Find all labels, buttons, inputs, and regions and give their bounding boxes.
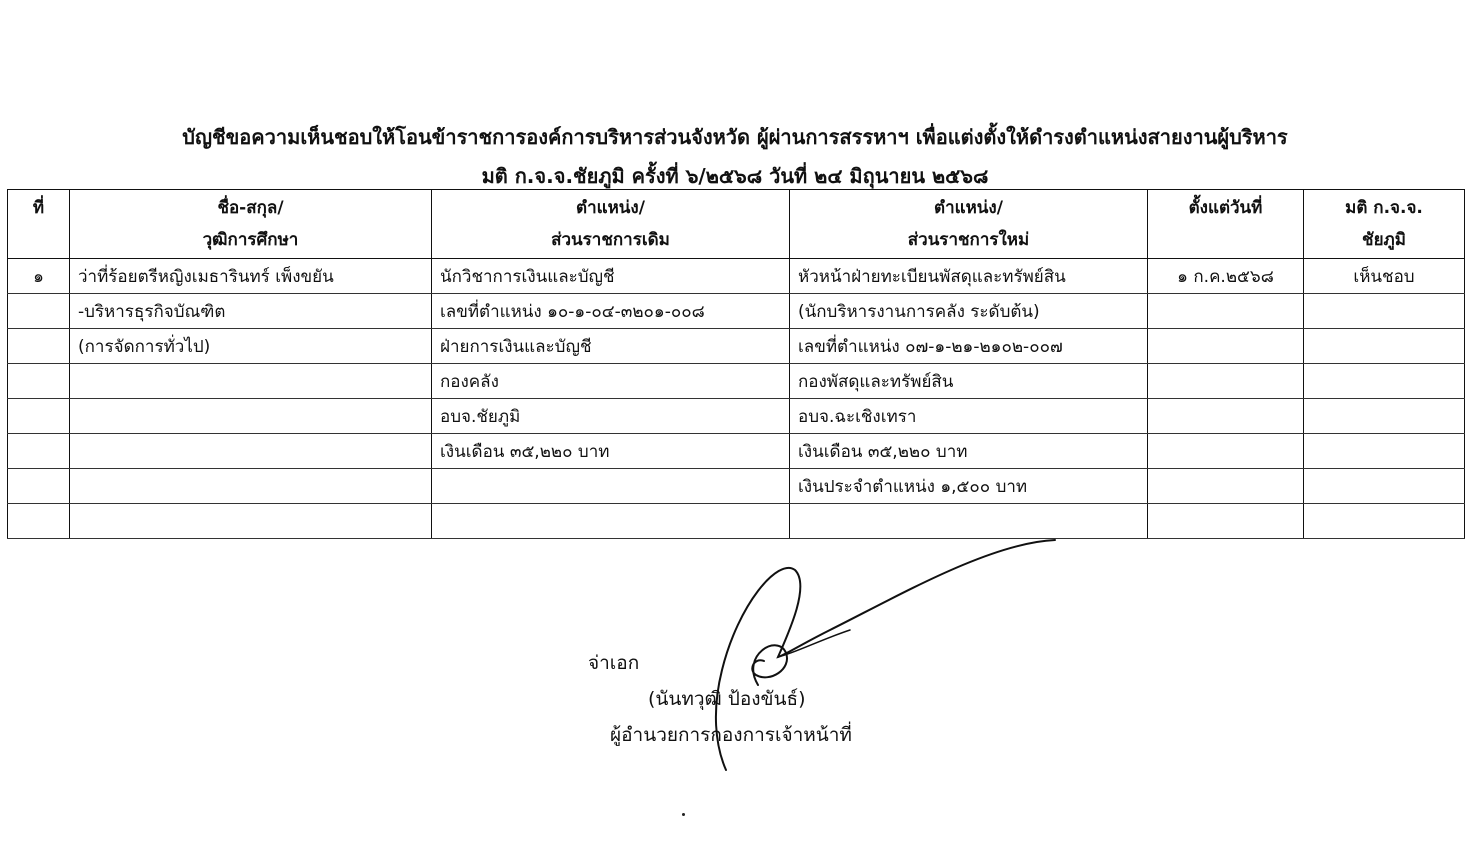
cell-name [70, 434, 432, 469]
transfer-table [7, 189, 1465, 539]
cell-resolution [1304, 364, 1465, 399]
cell-no [8, 294, 70, 329]
header-resolution-line1: มติ ก.จ.จ. [1345, 198, 1423, 218]
cell-since [1148, 504, 1304, 539]
cell-old: อบจ.ชัยภูมิ [432, 399, 790, 434]
cell-since [1148, 364, 1304, 399]
cell-no: ๑ [8, 259, 70, 294]
header-new-position [790, 190, 1148, 259]
header-name [70, 190, 432, 259]
signer-rank: จ่าเอก [588, 652, 640, 674]
cell-old: นักวิชาการเงินและบัญชี [432, 259, 790, 294]
document-subtitle: มติ ก.จ.จ.ชัยภูมิ ครั้งที่ ๖/๒๕๖๘ วันที่ ๒๔ มิถุนายน ๒๕๖๘ [481, 164, 989, 188]
table-row [8, 434, 1465, 469]
handwritten-signature [660, 535, 1080, 775]
cell-since: ๑ ก.ค.๒๕๖๘ [1148, 259, 1304, 294]
signer-position: ผู้อำนวยการกองการเจ้าหน้าที่ [610, 724, 852, 746]
stray-mark [682, 813, 685, 816]
cell-old: เงินเดือน ๓๕,๒๒๐ บาท [432, 434, 790, 469]
cell-old: เลขที่ตำแหน่ง ๑๐-๑-๐๔-๓๒๐๑-๐๐๘ [432, 294, 790, 329]
cell-name: (การจัดการทั่วไป) [70, 329, 432, 364]
cell-resolution [1304, 329, 1465, 364]
cell-new: เลขที่ตำแหน่ง ๐๗-๑-๒๑-๒๑๐๒-๐๐๗ [790, 329, 1148, 364]
header-old-line1: ตำแหน่ง/ [576, 198, 645, 218]
cell-no [8, 364, 70, 399]
table-header-row [8, 190, 1465, 259]
cell-resolution [1304, 434, 1465, 469]
cell-name [70, 469, 432, 504]
cell-name [70, 504, 432, 539]
header-name-line2: วุฒิการศึกษา [202, 230, 299, 250]
cell-new: หัวหน้าฝ่ายทะเบียนพัสดุและทรัพย์สิน [790, 259, 1148, 294]
signer-name: (นันทวุฒิ ป้องขันธ์) [648, 688, 806, 710]
header-name-line1: ชื่อ-สกุล/ [217, 198, 284, 218]
cell-since [1148, 434, 1304, 469]
cell-name [70, 399, 432, 434]
cell-resolution [1304, 469, 1465, 504]
header-old-position [432, 190, 790, 259]
cell-since [1148, 294, 1304, 329]
header-new-line1: ตำแหน่ง/ [934, 198, 1003, 218]
cell-since [1148, 329, 1304, 364]
header-no: ที่ [8, 190, 70, 259]
cell-name: ว่าที่ร้อยตรีหญิงเมธารินทร์ เพ็งขยัน [70, 259, 432, 294]
cell-no [8, 434, 70, 469]
cell-name [70, 364, 432, 399]
table-row [8, 294, 1465, 329]
table-row [8, 399, 1465, 434]
cell-no [8, 399, 70, 434]
cell-new [790, 504, 1148, 539]
header-since: ตั้งแต่วันที่ [1148, 190, 1304, 259]
cell-new: เงินเดือน ๓๕,๒๒๐ บาท [790, 434, 1148, 469]
header-resolution [1304, 190, 1465, 259]
cell-new: อบจ.ฉะเชิงเทรา [790, 399, 1148, 434]
cell-resolution [1304, 504, 1465, 539]
cell-old: ฝ่ายการเงินและบัญชี [432, 329, 790, 364]
cell-old [432, 504, 790, 539]
cell-since [1148, 469, 1304, 504]
cell-no [8, 504, 70, 539]
table-row [8, 259, 1465, 294]
cell-no [8, 469, 70, 504]
header-new-line2: ส่วนราชการใหม่ [907, 230, 1030, 250]
cell-no [8, 329, 70, 364]
cell-old: กองคลัง [432, 364, 790, 399]
table-row [8, 329, 1465, 364]
cell-resolution: เห็นชอบ [1304, 259, 1465, 294]
cell-new: กองพัสดุและทรัพย์สิน [790, 364, 1148, 399]
header-old-line2: ส่วนราชการเดิม [551, 230, 670, 250]
table-row [8, 504, 1465, 539]
cell-new: (นักบริหารงานการคลัง ระดับต้น) [790, 294, 1148, 329]
header-resolution-line2: ชัยภูมิ [1362, 230, 1406, 250]
cell-new: เงินประจำตำแหน่ง ๑,๕๐๐ บาท [790, 469, 1148, 504]
table-row [8, 469, 1465, 504]
document-title: บัญชีขอความเห็นชอบให้โอนข้าราชการองค์การบริหารส่วนจังหวัด ผู้ผ่านการสรรหาฯ เพื่อแต่งตั้งให้ดำรงตำแหน่งสายงานผู้บริหาร [182, 125, 1288, 149]
cell-old [432, 469, 790, 504]
table-row [8, 364, 1465, 399]
cell-since [1148, 399, 1304, 434]
cell-resolution [1304, 399, 1465, 434]
cell-resolution [1304, 294, 1465, 329]
cell-name: -บริหารธุรกิจบัณฑิต [70, 294, 432, 329]
